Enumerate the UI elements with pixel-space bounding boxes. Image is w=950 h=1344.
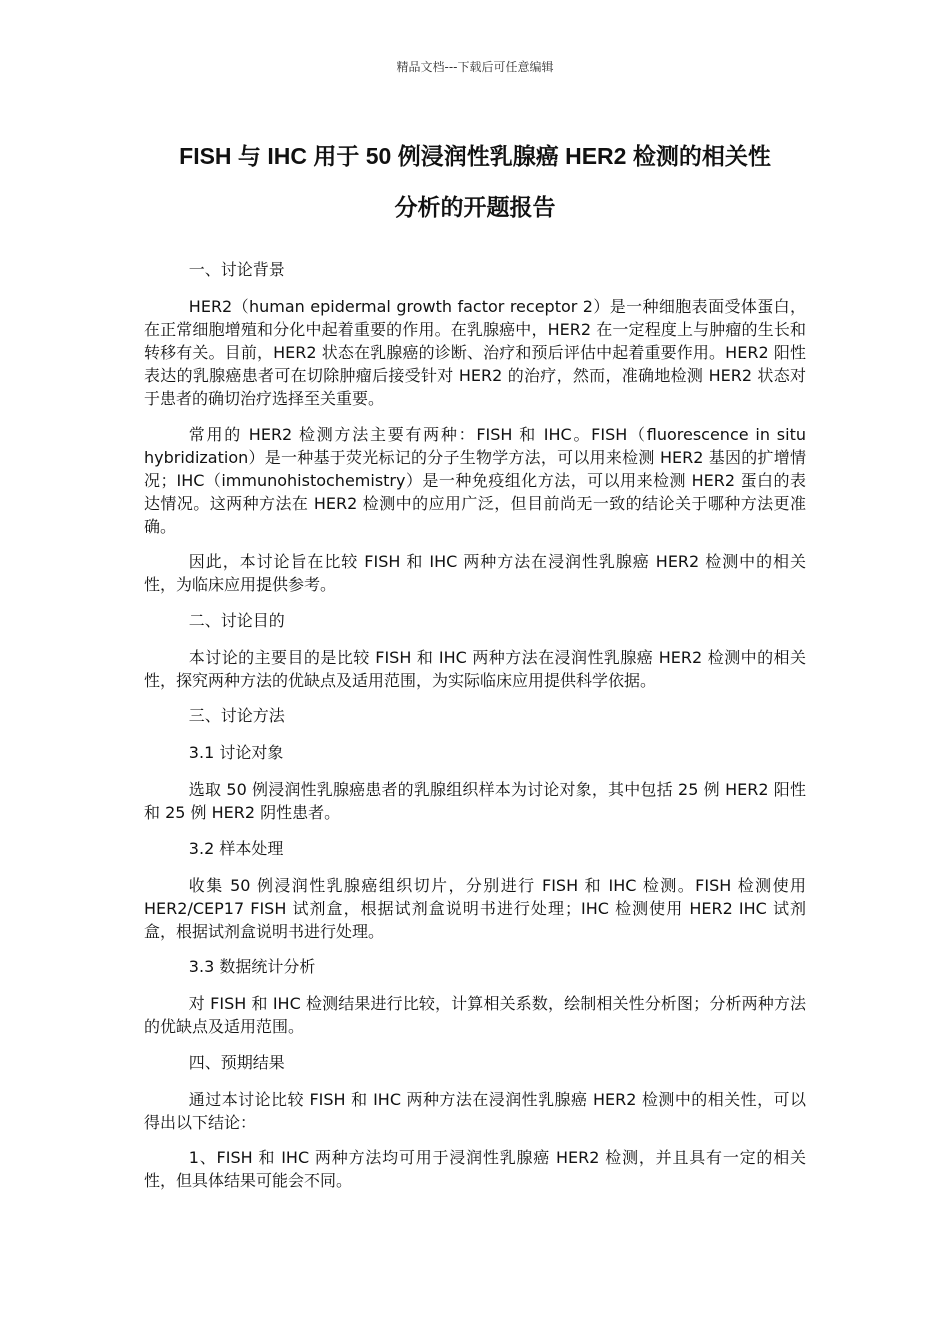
section-heading-expected-results: 四、预期结果 bbox=[188, 1052, 285, 1072]
paragraph-expected-results: 通过本讨论比较 FISH 和 IHC 两种方法在浸润性乳腺癌 HER2 检测中的相关性，可以得出以下结论： bbox=[144, 1089, 806, 1132]
paragraph-purpose: 本讨论的主要目的是比较 FISH 和 IHC 两种方法在浸润性乳腺癌 HER2 检测中的相关性，探究两种方法的优缺点及适用范围，为实际临床应用提供科学依据。 bbox=[144, 647, 806, 690]
subsection-heading-statistics: 3.3 数据统计分析 bbox=[188, 957, 316, 976]
section-heading-purpose: 二、讨论目的 bbox=[188, 610, 285, 630]
subsection-heading-sample-processing: 3.2 样本处理 bbox=[188, 838, 284, 858]
paragraph-sample-processing: 收集 50 例浸润性乳腺癌组织切片，分别进行 FISH 和 IHC 检测。FISH 检测使用 HER2/CEP17 FISH 试剂盒，根据试剂盒说明书进行处理；IHC 检测使用 HER2 IHC 试剂盒，根据试剂盒说明书进行处理。 bbox=[144, 875, 806, 941]
paragraph-her2-intro: HER2（human epidermal growth factor receptor 2）是一种细胞表面受体蛋白，在正常细胞增殖和分化中起着重要的作用。在乳腺癌中，HER2 在一定程度上与肿瘤的生长和转移有关。目前，HER2 状态在乳腺癌的诊断、治疗和预后评估中起着重要作用。HER2 阳性表达的乳腺癌患者可在切除肿瘤后接受针对 HER2 的治疗，然而，准确地检测 HER2 状态对于患者的确切治疗选择至关重要。 bbox=[144, 297, 806, 408]
paragraph-detection-methods: 常用的 HER2 检测方法主要有两种：FISH 和 IHC。FISH（fluorescence in situ hybridization）是一种基于荧光标记的分子生物学方法，可以用来检测 HER2 基因的扩增情况；IHC（immunohistochemistry）是一种免疫组化方法，可以用来检测 HER2 蛋白的表达情况。这两种方法在 HER2 检测中的应用广泛，但目前尚无一致的结论关于哪种方法更准确。 bbox=[144, 424, 806, 536]
document-title-line-2: 分析的开题报告 bbox=[394, 194, 556, 220]
subsection-heading-subjects: 3.1 讨论对象 bbox=[188, 743, 284, 762]
paragraph-statistics: 对 FISH 和 IHC 检测结果进行比较，计算相关系数，绘制相关性分析图；分析两种方法的优缺点及适用范围。 bbox=[144, 994, 806, 1036]
paragraph-subjects: 选取 50 例浸润性乳腺癌患者的乳腺组织样本为讨论对象，其中包括 25 例 HER2 阳性和 25 例 HER2 阴性患者。 bbox=[144, 780, 806, 822]
page-header-note: 精品文档---下载后可任意编辑 bbox=[396, 60, 554, 74]
paragraph-conclusion-1: 1、FISH 和 IHC 两种方法均可用于浸润性乳腺癌 HER2 检测，并且具有一定的相关性，但具体结果可能会不同。 bbox=[144, 1148, 806, 1190]
section-heading-methods: 三、讨论方法 bbox=[188, 706, 285, 725]
document-body bbox=[144, 258, 806, 1205]
paragraph-study-aim: 因此，本讨论旨在比较 FISH 和 IHC 两种方法在浸润性乳腺癌 HER2 检测中的相关性，为临床应用提供参考。 bbox=[144, 552, 806, 594]
section-heading-background: 一、讨论背景 bbox=[188, 260, 285, 279]
document-title-line-1: FISH 与 IHC 用于 50 例浸润性乳腺癌 HER2 检测的相关性 bbox=[179, 143, 771, 169]
